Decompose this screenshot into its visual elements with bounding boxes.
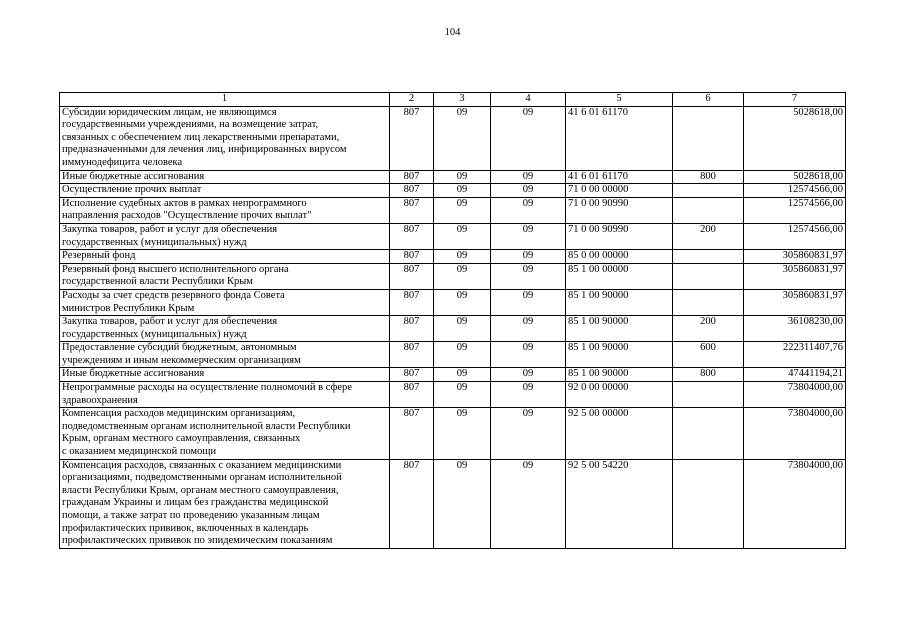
row-target-item-code-text: 71 0 00 00000 xyxy=(568,184,629,196)
row-ministry-code xyxy=(390,106,434,170)
table-row xyxy=(60,106,846,170)
row-expense-type-code-text: 800 xyxy=(700,170,716,182)
row-description-text: Предоставление субсидий бюджетным, автономным учреждениям и иным некоммерческим организациям xyxy=(62,342,301,366)
column-header-7: 7 xyxy=(744,93,846,107)
row-expense-type-code-text: 200 xyxy=(700,223,716,235)
row-description xyxy=(60,368,390,382)
table-row xyxy=(60,316,846,342)
row-amount-text: 305860831,97 xyxy=(782,289,843,301)
row-description-text: Резервный фонд xyxy=(62,250,136,262)
row-amount xyxy=(744,289,846,315)
row-ministry-code xyxy=(390,408,434,459)
row-amount-text: 222311407,76 xyxy=(783,342,843,354)
row-ministry-code-text: 807 xyxy=(403,250,420,262)
column-header-4: 4 xyxy=(491,93,566,107)
row-section-code-text: 09 xyxy=(456,459,468,471)
row-subsection-code xyxy=(491,289,566,315)
row-description xyxy=(60,106,390,170)
row-section-code xyxy=(434,170,491,184)
row-subsection-code-text: 09 xyxy=(522,184,534,196)
row-description xyxy=(60,197,390,223)
row-section-code xyxy=(434,382,491,408)
row-description-text: Иные бюджетные ассигнования xyxy=(62,170,205,182)
table-row xyxy=(60,289,846,315)
row-section-code-text: 09 xyxy=(456,342,468,354)
row-description xyxy=(60,250,390,264)
row-subsection-code-text: 09 xyxy=(522,170,534,182)
row-amount xyxy=(744,170,846,184)
row-section-code xyxy=(434,316,491,342)
row-section-code-text: 09 xyxy=(456,170,468,182)
row-description xyxy=(60,184,390,198)
row-expense-type-code xyxy=(673,250,744,264)
row-amount xyxy=(744,184,846,198)
row-expense-type-code xyxy=(673,342,744,368)
row-section-code-text: 09 xyxy=(456,408,468,420)
row-target-item-code xyxy=(566,250,673,264)
row-expense-type-code-text: 800 xyxy=(700,368,716,380)
row-target-item-code xyxy=(566,197,673,223)
row-expense-type-code xyxy=(673,408,744,459)
row-subsection-code-text: 09 xyxy=(522,368,534,380)
row-ministry-code-text: 807 xyxy=(403,106,420,118)
row-subsection-code-text: 09 xyxy=(522,459,534,471)
row-subsection-code-text: 09 xyxy=(522,382,534,394)
row-amount xyxy=(744,342,846,368)
table-row xyxy=(60,368,846,382)
row-amount xyxy=(744,106,846,170)
row-subsection-code xyxy=(491,197,566,223)
row-target-item-code-text: 85 1 00 90000 xyxy=(568,289,629,301)
row-subsection-code xyxy=(491,382,566,408)
row-amount-text: 12574566,00 xyxy=(787,184,843,196)
row-ministry-code-text: 807 xyxy=(403,368,420,380)
row-ministry-code xyxy=(390,342,434,368)
table-row xyxy=(60,170,846,184)
row-subsection-code xyxy=(491,250,566,264)
row-description xyxy=(60,408,390,459)
row-expense-type-code xyxy=(673,263,744,289)
row-subsection-code xyxy=(491,223,566,249)
row-section-code xyxy=(434,289,491,315)
row-section-code xyxy=(434,197,491,223)
row-ministry-code-text: 807 xyxy=(403,342,420,354)
row-target-item-code-text: 71 0 00 90990 xyxy=(568,197,629,209)
row-section-code-text: 09 xyxy=(456,289,468,301)
row-target-item-code-text: 92 5 00 54220 xyxy=(568,459,629,471)
row-amount xyxy=(744,263,846,289)
row-ministry-code xyxy=(390,263,434,289)
row-target-item-code-text: 41 6 01 61170 xyxy=(568,170,628,182)
row-section-code-text: 09 xyxy=(456,316,468,328)
row-expense-type-code xyxy=(673,197,744,223)
row-target-item-code xyxy=(566,459,673,548)
row-description-text: Компенсация расходов медицинским организациям, подведомственным органам исполнительной власти Республики Крым, органам местного самоуправления, связанных с оказанием медицинской помощи xyxy=(62,408,351,458)
row-section-code xyxy=(434,263,491,289)
row-section-code xyxy=(434,459,491,548)
row-section-code xyxy=(434,106,491,170)
row-description-text: Расходы за счет средств резервного фонда Совета министров Республики Крым xyxy=(62,289,285,314)
row-ministry-code xyxy=(390,250,434,264)
row-description-text: Резервный фонд высшего исполнительного органа государственной власти Республики Крым xyxy=(62,263,289,288)
column-header-2: 2 xyxy=(390,93,434,107)
row-section-code xyxy=(434,342,491,368)
row-amount-text: 12574566,00 xyxy=(787,223,843,235)
row-section-code-text: 09 xyxy=(456,368,468,380)
column-header-6: 6 xyxy=(673,93,744,107)
row-subsection-code xyxy=(491,459,566,548)
table-row xyxy=(60,250,846,264)
row-description-text: Исполнение судебных актов в рамках непрограммного направления расходов "Осуществление прочих выплат" xyxy=(62,197,312,222)
row-subsection-code-text: 09 xyxy=(522,263,534,275)
row-amount xyxy=(744,459,846,548)
row-expense-type-code xyxy=(673,368,744,382)
row-subsection-code-text: 09 xyxy=(522,316,534,328)
row-subsection-code-text: 09 xyxy=(522,197,534,209)
row-section-code xyxy=(434,223,491,249)
row-section-code xyxy=(434,184,491,198)
row-ministry-code-text: 807 xyxy=(403,197,420,209)
row-target-item-code-text: 85 0 00 00000 xyxy=(568,250,629,262)
row-subsection-code-text: 09 xyxy=(522,250,534,262)
row-section-code-text: 09 xyxy=(456,382,468,394)
row-ministry-code-text: 807 xyxy=(403,408,420,420)
row-description xyxy=(60,316,390,342)
row-subsection-code xyxy=(491,184,566,198)
row-description xyxy=(60,459,390,548)
row-target-item-code-text: 85 1 00 90000 xyxy=(568,368,629,380)
row-section-code-text: 09 xyxy=(456,223,468,235)
row-expense-type-code xyxy=(673,223,744,249)
row-ministry-code xyxy=(390,459,434,548)
table-row xyxy=(60,408,846,459)
table-row xyxy=(60,197,846,223)
row-amount-text: 73804000,00 xyxy=(787,408,843,420)
row-target-item-code xyxy=(566,408,673,459)
row-expense-type-code xyxy=(673,184,744,198)
row-amount xyxy=(744,382,846,408)
row-ministry-code xyxy=(390,170,434,184)
row-ministry-code xyxy=(390,382,434,408)
row-ministry-code xyxy=(390,184,434,198)
row-ministry-code-text: 807 xyxy=(403,263,420,275)
row-expense-type-code xyxy=(673,289,744,315)
row-section-code xyxy=(434,368,491,382)
row-target-item-code-text: 85 1 00 90000 xyxy=(568,342,629,354)
row-amount xyxy=(744,223,846,249)
row-ministry-code-text: 807 xyxy=(403,316,420,328)
row-amount-text: 47441194,21 xyxy=(788,368,843,380)
row-target-item-code xyxy=(566,382,673,408)
row-description-text: Закупка товаров, работ и услуг для обеспечения государственных (муниципальных) нужд xyxy=(62,223,278,248)
row-subsection-code xyxy=(491,170,566,184)
row-expense-type-code-text: 600 xyxy=(700,342,716,354)
row-amount xyxy=(744,408,846,459)
page-number: 104 xyxy=(444,27,461,38)
row-section-code xyxy=(434,250,491,264)
row-target-item-code-text: 41 6 01 61170 xyxy=(568,106,628,118)
row-expense-type-code xyxy=(673,316,744,342)
row-section-code xyxy=(434,408,491,459)
row-subsection-code-text: 09 xyxy=(522,289,534,301)
row-ministry-code xyxy=(390,368,434,382)
row-amount-text: 5028618,00 xyxy=(793,170,843,182)
row-description xyxy=(60,263,390,289)
row-expense-type-code-text: 200 xyxy=(700,316,716,328)
row-ministry-code xyxy=(390,197,434,223)
row-subsection-code xyxy=(491,368,566,382)
row-section-code-text: 09 xyxy=(456,184,468,196)
row-ministry-code xyxy=(390,223,434,249)
row-subsection-code xyxy=(491,263,566,289)
row-subsection-code-text: 09 xyxy=(522,223,534,235)
row-target-item-code xyxy=(566,223,673,249)
row-amount-text: 305860831,97 xyxy=(782,263,843,275)
row-amount-text: 73804000,00 xyxy=(787,382,843,394)
row-target-item-code xyxy=(566,342,673,368)
table-row xyxy=(60,342,846,368)
row-target-item-code xyxy=(566,289,673,315)
row-description xyxy=(60,170,390,184)
row-subsection-code-text: 09 xyxy=(522,408,534,420)
row-target-item-code-text: 85 1 00 00000 xyxy=(568,263,629,275)
budget-table xyxy=(59,92,846,549)
row-ministry-code xyxy=(390,289,434,315)
row-section-code-text: 09 xyxy=(456,250,468,262)
row-target-item-code-text: 92 5 00 00000 xyxy=(568,408,629,420)
row-subsection-code-text: 09 xyxy=(522,106,534,118)
row-target-item-code xyxy=(566,368,673,382)
row-ministry-code-text: 807 xyxy=(403,170,420,182)
row-ministry-code-text: 807 xyxy=(403,382,420,394)
row-ministry-code-text: 807 xyxy=(403,289,420,301)
row-expense-type-code xyxy=(673,106,744,170)
row-section-code-text: 09 xyxy=(456,197,468,209)
row-description-text: Осуществление прочих выплат xyxy=(62,184,202,196)
row-amount xyxy=(744,316,846,342)
table-row xyxy=(60,184,846,198)
row-section-code-text: 09 xyxy=(456,106,468,118)
row-description xyxy=(60,289,390,315)
row-amount-text: 305860831,97 xyxy=(782,250,843,262)
row-description xyxy=(60,223,390,249)
row-ministry-code xyxy=(390,316,434,342)
row-ministry-code-text: 807 xyxy=(403,223,420,235)
table-row xyxy=(60,459,846,548)
row-target-item-code-text: 71 0 00 90990 xyxy=(568,223,629,235)
row-expense-type-code xyxy=(673,170,744,184)
row-section-code-text: 09 xyxy=(456,263,468,275)
table-row xyxy=(60,223,846,249)
row-target-item-code-text: 85 1 00 90000 xyxy=(568,316,629,328)
row-amount-text: 12574566,00 xyxy=(787,197,843,209)
row-amount-text: 5028618,00 xyxy=(793,106,843,118)
row-target-item-code xyxy=(566,184,673,198)
row-target-item-code xyxy=(566,170,673,184)
table-row xyxy=(60,382,846,408)
row-amount xyxy=(744,197,846,223)
row-subsection-code xyxy=(491,106,566,170)
row-subsection-code xyxy=(491,408,566,459)
row-description-text: Субсидии юридическим лицам, не являющимся государственными учреждениями, на возмещение затрат, связанных с обеспечением лиц лекарственными препаратами, предназначенными для лечения лиц, инфицированных вирусом иммунодефицита человека xyxy=(62,106,347,168)
row-description xyxy=(60,382,390,408)
row-amount-text: 73804000,00 xyxy=(787,459,843,471)
row-ministry-code-text: 807 xyxy=(403,184,420,196)
table-header-row xyxy=(60,93,846,107)
row-target-item-code xyxy=(566,263,673,289)
row-subsection-code xyxy=(491,316,566,342)
row-description-text: Непрограммные расходы на осуществление полномочий в сфере здравоохранения xyxy=(62,382,352,406)
row-target-item-code-text: 92 0 00 00000 xyxy=(568,382,629,394)
column-header-5: 5 xyxy=(566,93,673,107)
row-ministry-code-text: 807 xyxy=(403,459,420,471)
row-description-text: Закупка товаров, работ и услуг для обеспечения государственных (муниципальных) нужд xyxy=(62,316,278,340)
row-amount xyxy=(744,368,846,382)
table-row xyxy=(60,263,846,289)
column-header-1: 1 xyxy=(60,93,390,107)
row-target-item-code xyxy=(566,316,673,342)
row-expense-type-code xyxy=(673,459,744,548)
row-target-item-code xyxy=(566,106,673,170)
column-header-3: 3 xyxy=(434,93,491,107)
row-description-text: Иные бюджетные ассигнования xyxy=(62,368,205,380)
row-amount xyxy=(744,250,846,264)
row-subsection-code xyxy=(491,342,566,368)
row-description xyxy=(60,342,390,368)
row-subsection-code-text: 09 xyxy=(522,342,534,354)
row-expense-type-code xyxy=(673,382,744,408)
row-description-text: Компенсация расходов, связанных с оказанием медицинскими организациями, подведомственными органам исполнительной власти Республики Крым, органам местного самоуправления, гражданам Украины и лицам без гражданства медицинской помощи, а также затрат по проведению указанным лицам профилактических прививок, включенных в календарь профилактических прививок по эпидемическим показаниям xyxy=(62,459,342,547)
row-amount-text: 36108230,00 xyxy=(787,316,843,328)
